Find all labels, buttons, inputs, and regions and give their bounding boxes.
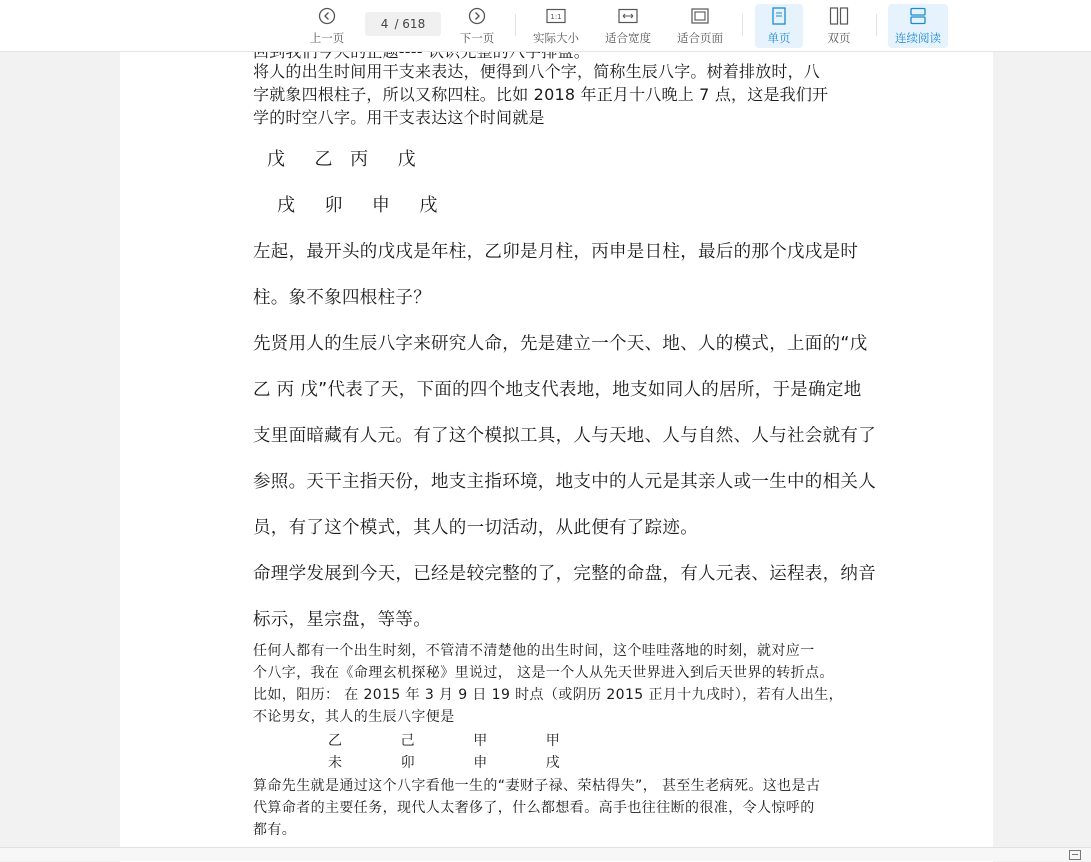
continuous-reading-button[interactable] [888,4,948,48]
text-line: 戊 乙 丙 戊 [267,149,422,170]
text-line: 左起，最开头的戊戌是年柱，乙卯是月柱，丙申是日柱，最后的那个戊戌是时 [253,242,859,262]
text-line: 将人的出生时间用干支来表达，便得到八个字，简称生辰八字。树着排放时，八 [253,62,821,81]
single-page-button[interactable] [755,4,803,48]
text-line: 代算命者的主要任务，现代人太奢侈了，什么都想看。高手也往往断的很准，令人惊呼的 [253,800,815,816]
fit-width-label: 适合宽度 [605,31,651,45]
prev-page-button[interactable] [300,4,354,48]
fit-width-button[interactable] [598,4,658,48]
actual-size-button[interactable] [526,4,586,48]
document-viewport[interactable] [0,52,1091,847]
next-page-label: 下一页 [459,31,495,45]
text-line: 比如，阳历： 在 2015 年 3 月 9 日 19 时点（或阴历 2015 正月十九戌时），若有人出生， [253,687,844,703]
text-line: 戌 卯 申 戌 [277,195,444,216]
text-line: 字就象四根柱子，所以又称四柱。比如 2018 年正月十八晚上 7 点，这是我们开 [253,85,829,104]
chevron-left-circle-icon [318,6,336,26]
text-line: 个八字，我在《命理玄机探秘》里说过， 这是一个人从先天世界进入到后天世界的转折点。 [253,665,834,681]
continuous-scroll-icon [909,6,927,26]
current-page-input[interactable]: 4 [380,17,389,31]
single-page-icon [771,6,787,26]
viewer-toolbar [0,0,1091,52]
text-line: 都有。 [253,822,297,838]
continuous-reading-label: 连续阅读 [895,31,941,45]
text-line: 算命先生就是通过这个八字看他一生的“妻财子禄、荣枯得失”， 甚至生老病死。这也是古 [253,778,821,794]
text-line: 先贤用人的生辰八字来研究人命，先是建立一个天、地、人的模式，上面的“戊 [253,334,868,354]
text-line: 标示，星宗盘，等等。 [253,610,431,630]
total-pages: / 618 [394,17,426,31]
text-line: 参照。天干主指天份，地支主指环境，地支中的人元是其亲人或一生中的相关人 [253,472,876,492]
document-page [120,42,993,862]
text-line: 员，有了这个模式，其人的一切活动，从此便有了踪迹。 [253,518,698,538]
text-line: 不论男女，其人的生辰八字便是 [253,709,455,725]
fit-page-label: 适合页面 [677,31,723,45]
actual-size-icon [546,6,566,26]
text-line: 乙 己 甲 甲 [328,733,561,749]
fit-width-icon [618,6,638,26]
next-page-button[interactable] [450,4,504,48]
double-page-label: 双页 [827,31,851,45]
status-bar [0,847,1091,861]
text-line: 任何人都有一个出生时刻，不管清不清楚他的出生时间，这个哇哇落地的时刻，就对应一 [253,643,815,659]
text-line: 命理学发展到今天，已经是较完整的了，完整的命盘，有人元表、运程表，纳音 [253,564,876,584]
fit-page-button[interactable] [670,4,730,48]
svg-text:1:1: 1:1 [550,13,562,21]
page-number-field[interactable] [365,12,441,36]
prev-page-label: 上一页 [309,31,345,45]
text-line: 柱。象不象四根柱子？ [253,288,431,308]
panel-toggle-icon[interactable] [1069,850,1081,860]
double-page-icon [829,6,849,26]
text-line: 学的时空八字。用干支表达这个时间就是 [253,108,545,127]
toolbar-divider [876,14,877,36]
text-line: 乙 丙 戊”代表了天，下面的四个地支代表地，地支如同人的居所，于是确定地 [253,380,862,400]
double-page-button[interactable] [815,4,863,48]
single-page-label: 单页 [767,31,791,45]
toolbar-divider [515,14,516,36]
chevron-right-circle-icon [468,6,486,26]
actual-size-label: 实际大小 [533,31,579,45]
text-line: 未 卯 申 戌 [328,755,561,771]
text-line: 支里面暗藏有人元。有了这个模拟工具，人与天地、人与自然、人与社会就有了 [253,426,876,446]
toolbar-divider [742,14,743,36]
fit-page-icon [690,6,710,26]
